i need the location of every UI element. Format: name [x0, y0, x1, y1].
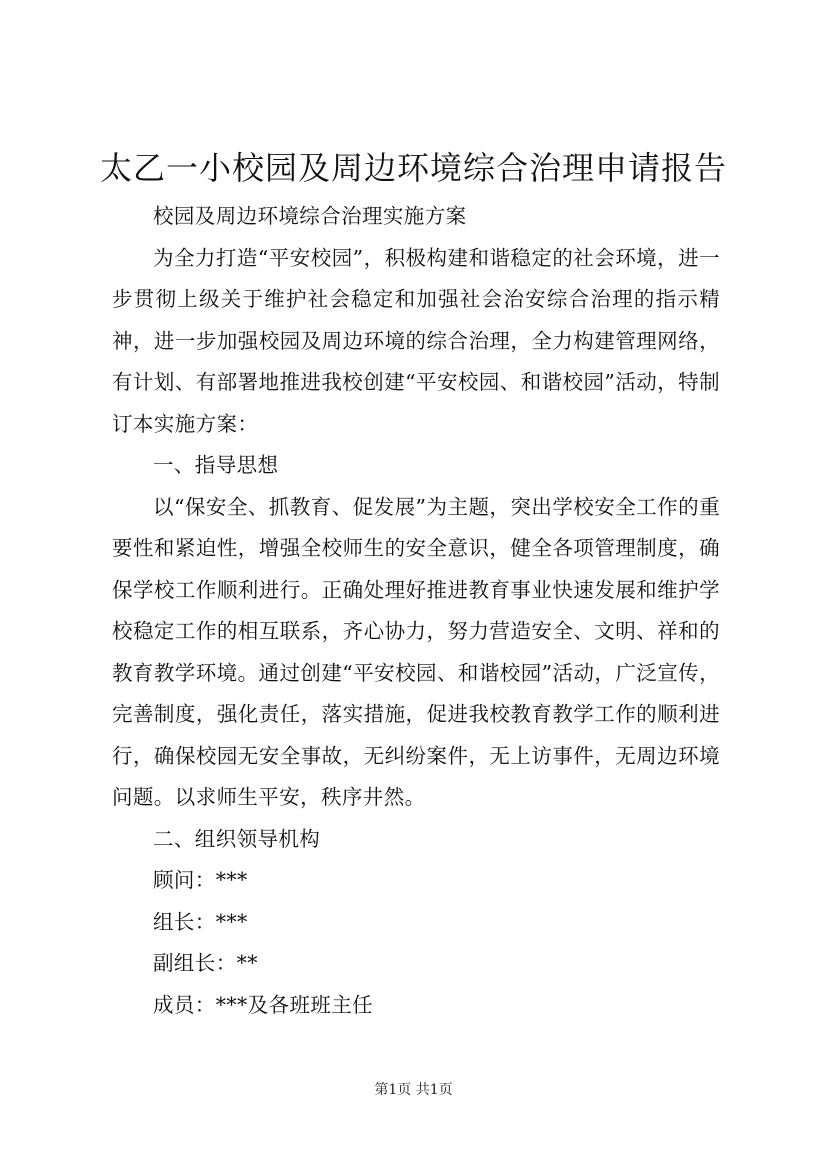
- document-body: [112, 196, 720, 1026]
- intro-paragraph: 为全力打造“平安校园”，积极构建和谐稳定的社会环境，进一步贯彻上级关于维护社会稳定和加强社会治安综合治理的指示精神，进一步加强校园及周边环境的综合治理，全力构建管理网络，有计划、有部署地推进我校创建“平安校园、和谐校园”活动，特制订本实施方案：: [112, 245, 720, 436]
- document-title: 太乙一小校园及周边环境综合治理申请报告: [99, 149, 727, 187]
- page-footer: 第1页 共1页: [374, 1082, 453, 1098]
- members-line: 成员：***及各班班主任: [153, 992, 374, 1017]
- plan-subtitle: 校园及周边环境综合治理实施方案: [153, 204, 467, 228]
- section-heading-leadership: 二、组织领导机构: [153, 826, 321, 851]
- guiding-thought-paragraph: 以“保安全、抓教育、促发展”为主题，突出学校安全工作的重要性和紧迫性，增强全校师生的安全意识，健全各项管理制度，确保学校工作顺利进行。正确处理好推进教育事业快速发展和维护学校稳定工作的相互联系，齐心协力，努力营造安全、文明、祥和的教育教学环境。通过创建“平安校园、和谐校园”活动，广泛宣传，完善制度，强化责任，落实措施，促进我校教育教学工作的顺利进行，确保校园无安全事故，无纠纷案件，无上访事件，无周边环境问题。以求师生平安，秩序井然。: [112, 494, 720, 809]
- deputy-leader-line: 副组长：**: [153, 951, 258, 975]
- advisor-line: 顾问：***: [153, 868, 248, 892]
- section-heading-guiding-thought: 一、指导思想: [153, 453, 279, 477]
- leader-line: 组长：***: [153, 909, 248, 934]
